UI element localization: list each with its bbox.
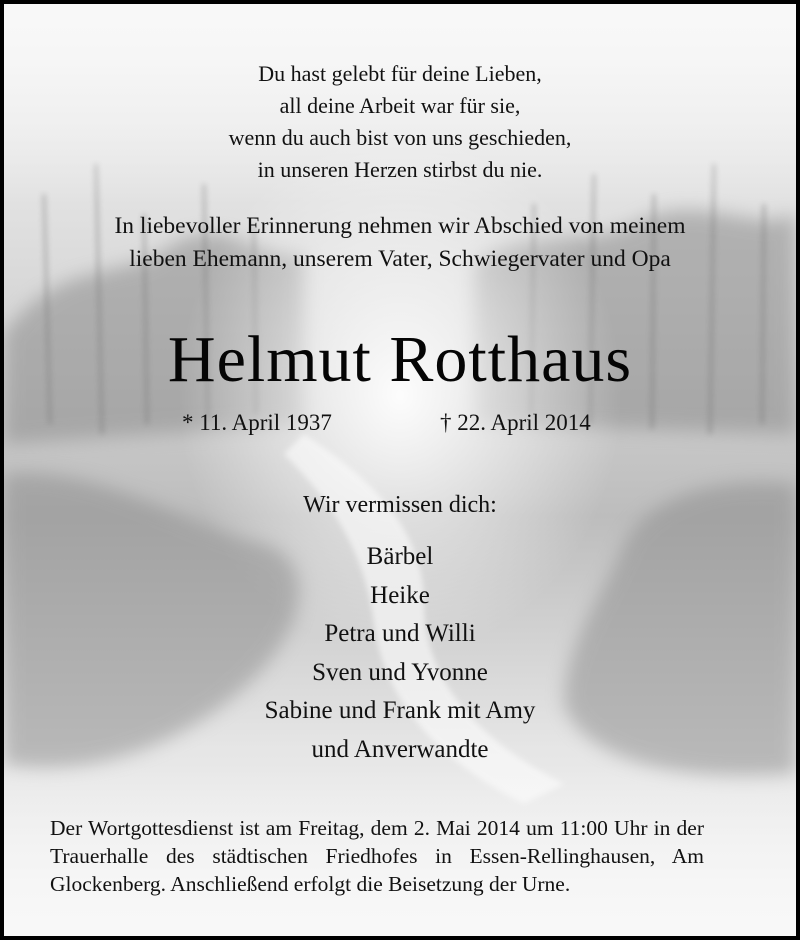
mourner-name: Sven und Yvonne (312, 658, 488, 686)
mourner-name: Petra und Willi (324, 620, 476, 647)
memorial-poem (4, 58, 796, 186)
deceased-name: Helmut Rotthaus (167, 323, 633, 396)
mourner-name: Bärbel (366, 543, 434, 570)
poem-line: wenn du auch bist von uns geschieden, (228, 125, 572, 150)
mourners-list (4, 538, 796, 769)
intro-text (4, 210, 796, 276)
poem-line: in unseren Herzen stirbst du nie. (257, 157, 543, 182)
service-announcement: Der Wortgottesdienst ist am Freitag, dem 2. Mai 2014 um 11:00 Uhr in der Trauerhalle des städtischen Friedhofes in Essen-Rellinghausen, Am Glockenberg. Anschließend erfolgt die Beisetzung der Urne. (50, 816, 704, 896)
birth-date: * 11. April 1937 (182, 410, 332, 435)
intro-line: In liebevoller Erinnerung nehmen wir Abschied von meinem (114, 213, 686, 239)
mourner-name: Heike (370, 581, 430, 609)
mourner-name: und Anverwandte (311, 735, 489, 763)
poem-line: Du hast gelebt für deine Lieben, (258, 61, 542, 86)
death-date: † 22. April 2014 (440, 410, 591, 435)
intro-line: lieben Ehemann, unserem Vater, Schwiegervater und Opa (129, 246, 671, 272)
poem-line: all deine Arbeit war für sie, (279, 93, 521, 118)
mourner-name: Sabine und Frank mit Amy (264, 697, 536, 724)
life-dates (4, 406, 796, 440)
mourners-heading: Wir vermissen dich: (303, 492, 497, 518)
